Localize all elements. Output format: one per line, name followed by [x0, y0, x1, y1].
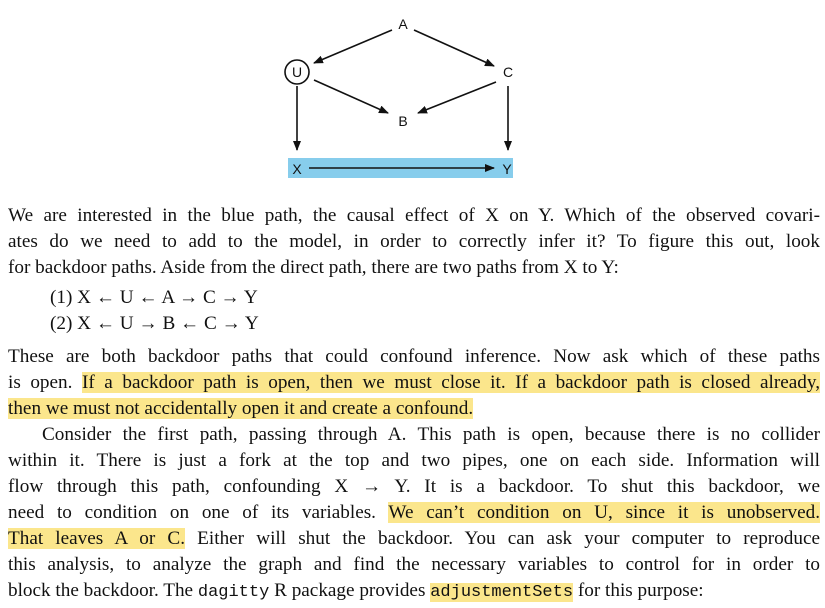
causal-dag-diagram	[0, 0, 825, 190]
edge-a-c	[414, 30, 494, 66]
paragraph-intro	[8, 203, 820, 281]
edge-u-b	[314, 80, 388, 113]
paragraph-open-paths	[8, 344, 820, 422]
edge-c-b	[418, 82, 496, 113]
paragraph-first-path	[8, 422, 820, 606]
backdoor-path-1: (1) X ← U ← A → C → Y	[50, 287, 258, 308]
node-a: A	[398, 16, 408, 32]
paragraph-first-path-line-4	[8, 500, 820, 526]
node-y: Y	[502, 161, 512, 177]
highlighted-text: We can’t condition on U, since it is unobserved.	[388, 502, 820, 523]
backdoor-path-list	[50, 285, 259, 337]
paragraph-intro-line-3: for backdoor paths. Aside from the direct path, there are two paths from X to Y:	[8, 257, 619, 278]
backdoor-path-2: (2) X ← U → B ← C → Y	[50, 313, 259, 334]
paragraph-first-path-line-7	[8, 578, 820, 606]
text-run: for this purpose:	[573, 580, 704, 601]
paragraph-first-path-line-5	[8, 526, 820, 552]
node-c: C	[502, 64, 514, 80]
node-b: B	[398, 113, 408, 129]
text-run: Either will shut the backdoor. You can ask your computer to reproduce	[185, 528, 820, 549]
paragraph-open-paths-line-1: These are both backdoor paths that could confound inference. Now ask which of these paths	[8, 346, 820, 367]
paragraph-intro-line-2: ates do we need to add to the model, in order to correctly infer it? To figure this out, look	[8, 231, 820, 252]
highlighted-text: That leaves A or C.	[8, 528, 186, 549]
node-u: U	[291, 64, 303, 80]
node-x: X	[292, 161, 302, 177]
paragraph-first-path-line-2: within it. There is just a fork at the top and two pipes, one on each side. Information will	[8, 450, 820, 471]
paragraph-open-paths-line-2	[8, 370, 820, 396]
highlighted-text: If a backdoor path is open, then we must close it. If a backdoor path is closed already,	[81, 372, 820, 393]
text-run: is open.	[8, 372, 82, 393]
text-run: block the backdoor. The	[8, 580, 198, 601]
text-run: R package provides	[269, 580, 431, 601]
paragraph-open-paths-line-3	[8, 396, 820, 422]
highlighted-text: then we must not accidentally open it and create a confound.	[8, 398, 474, 419]
paragraph-first-path-line-3: flow through this path, confounding X → Y. It is a backdoor. To shut this backdoor, we	[8, 476, 820, 497]
paragraph-first-path-line-1: Consider the first path, passing through A. This path is open, because there is no collider	[42, 424, 820, 445]
paragraph-intro-line-1: We are interested in the blue path, the causal effect of X on Y. Which of the observed covari-	[8, 205, 820, 226]
text-run: need to condition on one of its variables.	[8, 502, 389, 523]
code-adjustmentsets: adjustmentSets	[430, 583, 574, 602]
code-dagitty: dagitty	[197, 583, 270, 602]
paragraph-first-path-line-6: this analysis, to analyze the graph and find the necessary variables to control for in order to	[8, 554, 820, 575]
edge-a-u	[314, 30, 392, 63]
